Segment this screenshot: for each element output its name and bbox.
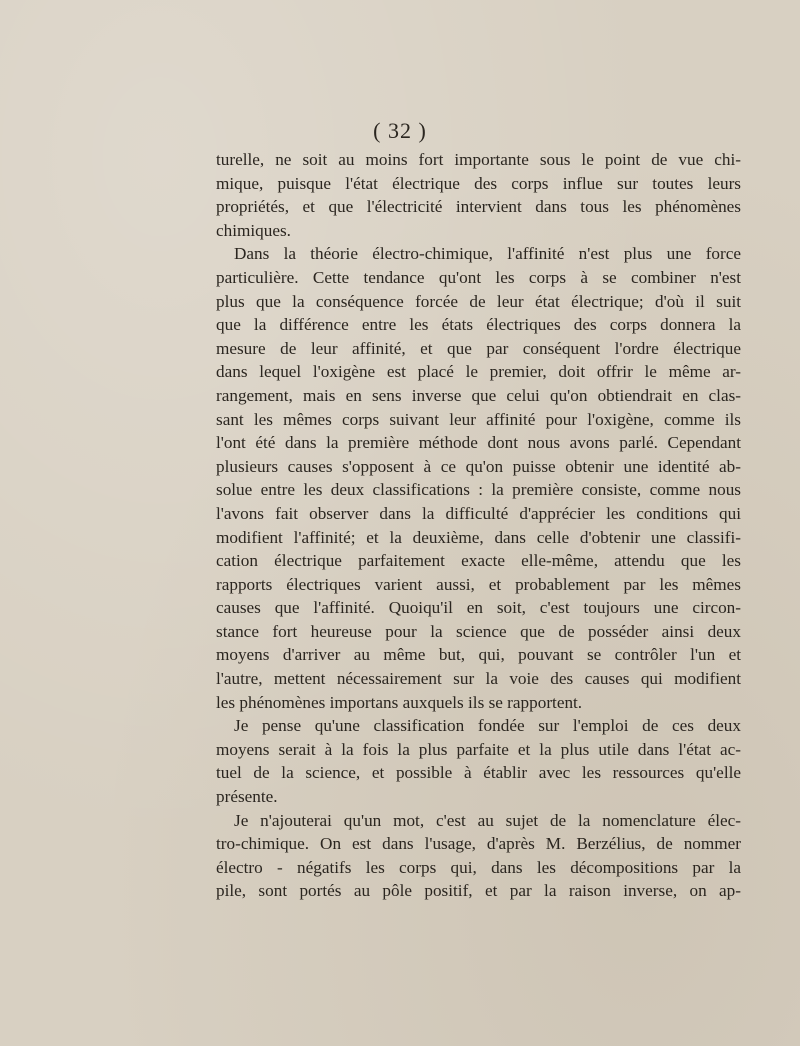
text-line: tuel de la science, et possible à établir avec les ressources qu'elle: [216, 763, 741, 783]
text-line: l'ont été dans la première méthode dont nous avons parlé. Cependant: [216, 433, 741, 453]
text-line: rapports électriques varient aussi, et probablement par les mêmes: [216, 574, 741, 594]
text-line: plusieurs causes s'opposent à ce qu'on puisse obtenir une identité ab-: [216, 456, 741, 476]
text-line: moyens serait à la fois la plus parfaite et la plus utile dans l'état ac-: [216, 739, 741, 759]
text-line: électro - négatifs les corps qui, dans les décompositions par la: [216, 857, 741, 877]
text-line: que la différence entre les états électriques des corps donnera la: [216, 315, 741, 335]
text-line: chimiques.: [216, 220, 291, 240]
text-line: les phénomènes importans auxquels ils se rapportent.: [216, 692, 583, 712]
body-text: [216, 148, 741, 903]
text-line: Dans la théorie électro-chimique, l'affinité n'est plus une force: [234, 244, 741, 264]
text-line: cation électrique parfaitement exacte elle-même, attendu que les: [216, 551, 741, 571]
text-line: modifient l'affinité; et la deuxième, dans celle d'obtenir une classifi-: [216, 527, 741, 547]
text-line: rangement, mais en sens inverse que celui qu'on obtiendrait en clas-: [216, 385, 741, 405]
text-line: mesure de leur affinité, et que par conséquent l'ordre électrique: [216, 338, 741, 358]
text-line: moyens d'arriver au même but, qui, pouvant se contrôler l'un et: [216, 645, 741, 665]
text-line: dans lequel l'oxigène est placé le premier, doit offrir le même ar-: [216, 362, 741, 382]
text-line: l'autre, mettent nécessairement sur la voie des causes qui modifient: [216, 669, 741, 689]
text-line: tro-chimique. On est dans l'usage, d'après M. Berzélius, de nommer: [216, 834, 741, 854]
text-line: propriétés, et que l'électricité intervient dans tous les phénomènes: [216, 197, 741, 217]
text-line: Je pense qu'une classification fondée sur l'emploi de ces deux: [234, 716, 741, 736]
text-line: causes que l'affinité. Quoiqu'il en soit, c'est toujours une circon-: [216, 598, 741, 618]
text-line: présente.: [216, 787, 278, 807]
text-line: stance fort heureuse pour la science que de posséder ainsi deux: [216, 621, 741, 641]
text-line: Je n'ajouterai qu'un mot, c'est au sujet de la nomenclature élec-: [234, 810, 741, 830]
text-line: plus que la conséquence forcée de leur état électrique; d'où il suit: [216, 291, 741, 311]
text-line: pile, sont portés au pôle positif, et par la raison inverse, on ap-: [216, 881, 741, 901]
page-number: ( 32 ): [373, 118, 427, 143]
text-line: solue entre les deux classifications : la première consiste, comme nous: [216, 480, 741, 500]
text-line: sant les mêmes corps suivant leur affinité pour l'oxigène, comme ils: [216, 409, 741, 429]
text-line: turelle, ne soit au moins fort importante sous le point de vue chi-: [216, 150, 741, 169]
text-line: l'avons fait observer dans la difficulté d'apprécier les conditions qui: [216, 503, 741, 523]
text-line: mique, puisque l'état électrique des corps influe sur toutes leurs: [216, 173, 741, 193]
text-line: particulière. Cette tendance qu'ont les corps à se combiner n'est: [216, 267, 741, 287]
